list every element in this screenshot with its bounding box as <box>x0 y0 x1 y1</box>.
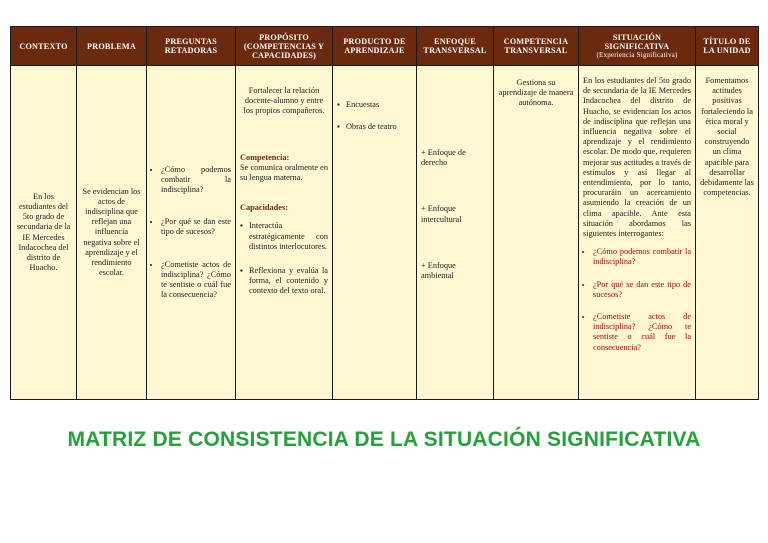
consistency-matrix-table <box>10 26 759 400</box>
page-title: MATRIZ DE CONSISTENCIA DE LA SITUACIÓN SIGNIFICATIVA <box>67 428 701 451</box>
list-item: ▪ Encuestas <box>345 100 412 110</box>
cell-problema: Se evidencian los actos de indisciplina que reflejan una influencia negativa sobre el aprendizaje y el rendimiento escolar. <box>77 66 147 400</box>
header-enfoque: ENFOQUE TRANSVERSAL <box>417 27 494 66</box>
cell-preguntas <box>147 66 236 400</box>
list-item: + Enfoque intercultural <box>421 204 462 224</box>
header-contexto: CONTEXTO <box>11 27 77 66</box>
list-item: + Enfoque ambiental <box>421 260 456 281</box>
cell-enfoque <box>417 66 494 400</box>
header-row <box>11 27 759 66</box>
competencia-transversal-text: Gestiona su aprendizaje de manera autónoma. <box>498 78 574 108</box>
header-situacion-title: SITUACIÓN SIGNIFICATIVA <box>604 32 670 51</box>
producto-list <box>337 100 412 132</box>
cell-contexto: En los estudiantes del 5to grado de secundaria de la IE Mercedes Indacochea del distrito de Huacho. <box>11 66 77 400</box>
proposito-intro: Fortalecer la relación docente-alumno y entre los propios compañeros. <box>243 86 325 116</box>
cell-proposito <box>236 66 333 400</box>
situacion-text: En los estudiantes del 5to grado de secundaria de la IE Mercedes Indacochea del distrito de Huacho, se evidencian los actos de indisciplina que reflejan una influencia negativa sobre el aprendizaje y el rendimiento escolar. De modo que, requieren mejorar sus actitudes a través de estímulos y así llegar al entendimiento, por lo tanto, procuraráin un acercamiento asumiendo la creación de un clima apacible. Ante esta situación abordamos las siguientes interrogantes: <box>583 76 691 239</box>
list-item: • ¿Cómo podemos combatir la indisciplina? <box>161 165 231 196</box>
header-producto: PRODUCTO DE APRENDIZAJE <box>333 27 417 66</box>
list-item: ▪ Obras de teatro <box>345 122 412 132</box>
capacidades-label: Capacidades <box>240 203 286 213</box>
list-item: ▪ Reflexiona y evalúa la forma, el contenido y contexto del texto oral. <box>248 266 328 297</box>
header-proposito: PROPÓSITO (COMPETENCIAS Y CAPACIDADES) <box>236 27 333 66</box>
competencia-text: Se comunica oralmente en su lengua materna. <box>240 162 328 183</box>
header-situacion-sub: (Experiencia Significativa) <box>596 50 678 59</box>
competencia-label: Competencia <box>240 152 287 162</box>
cell-competencia <box>494 66 579 400</box>
list-item: • ¿Cómo podemos combatir la indisciplina? <box>593 247 691 267</box>
cell-titulo <box>696 66 759 400</box>
preguntas-list <box>151 165 231 301</box>
competencia-block: Competencia: Se comunica oralmente en su lengua materna. <box>240 152 328 183</box>
list-item: ▪ Interactúa estratégicamente con distintos interlocutores. <box>248 221 328 252</box>
header-situacion <box>579 27 696 66</box>
cell-situacion <box>579 66 696 400</box>
list-item: • ¿Por qué se dan este tipo de sucesos? <box>593 280 691 300</box>
capacidades-list <box>240 221 328 296</box>
titulo-unidad-text: Fomentamos actitudes positivas fortaleciendo la ética moral y social construyendo un clima apacible para desarrollar debidamente las competencias. <box>700 76 754 198</box>
header-problema: PROBLEMA <box>77 27 147 66</box>
list-item: + Enfoque de derecho <box>421 148 466 168</box>
cell-producto <box>333 66 417 400</box>
list-item: • ¿Cometiste actos de indisciplina? ¿Cómo te sentiste o cuál fue la consecuencia? <box>161 260 231 301</box>
header-titulo: TÍTULO DE LA UNIDAD <box>696 27 759 66</box>
capacidades-block: Capacidades: ▪ Interactúa estratégicamente con distintos interlocutores. ▪ Reflexiona y evalúa la forma, el contenido y contexto del texto oral. <box>240 203 328 296</box>
header-competencia: COMPETENCIA TRANSVERSAL <box>494 27 579 66</box>
header-preguntas: PREGUNTAS RETADORAS <box>147 27 236 66</box>
list-item: • ¿Cometiste actos de indisciplina? ¿Cómo te sentiste o cuál fue la consecuencia? <box>593 312 691 353</box>
table-row <box>11 66 759 400</box>
list-item: • ¿Por qué se dan este tipo de sucesos? <box>161 217 231 237</box>
situacion-questions-list <box>583 247 691 353</box>
